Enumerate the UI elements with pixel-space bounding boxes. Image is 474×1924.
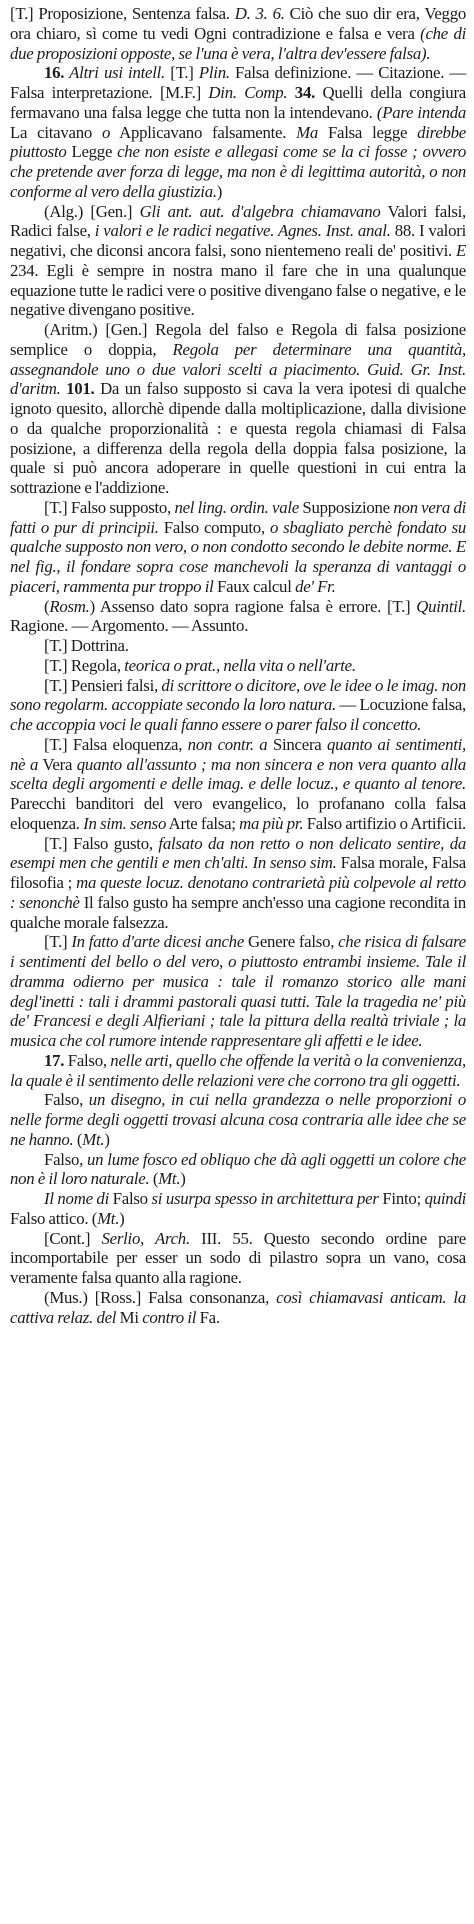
text-run: Genere falso,	[244, 932, 339, 952]
text-run: [T.]	[164, 63, 199, 83]
italic-text: Regola per determinare una quantità, assegnandole uno o due valori scelti a piacimento. Guid. Gr. Inst. d'aritm.	[10, 339, 466, 399]
text-run: (	[73, 1129, 83, 1149]
text-run: III. 55. Questo secondo ordine pare incomportabile per esser un sodo di pilastro sopra un vano, cosa veramente falsa quanto alla ragione.	[10, 1228, 466, 1287]
text-run: Falso,	[44, 1090, 89, 1110]
italic-text: Plin.	[198, 63, 230, 83]
italic-text: o sbagliato perchè fondato su qualche supposto non vero, o non condotto secondo le debite norme. E nel fig.,	[10, 517, 466, 576]
text-run: [Cont.]	[44, 1228, 102, 1248]
italic-text: In sim. senso	[83, 813, 167, 833]
text-run: Falso computo,	[158, 517, 270, 537]
italic-text: E	[455, 241, 466, 260]
dictionary-paragraph	[10, 498, 466, 597]
text-run: (	[149, 1169, 159, 1189]
text-run: Vera	[38, 754, 77, 774]
italic-text: direbbe piuttosto	[10, 122, 466, 162]
text-run: Supposizione	[298, 497, 394, 517]
italic-text: nelle arti, quello che offende la verità o la convenienza, la quale è il sentimento delle relazioni vere che corrono tra gli oggetti.	[10, 1050, 466, 1090]
italic-text: si usurpa spesso in architettura per	[151, 1189, 379, 1208]
text-run: Falso attico. (	[10, 1208, 98, 1228]
text-run: 88. I valori negativi, che diconsi ancora falsi, sono nientemeno reali de' positivi.	[10, 221, 466, 260]
text-run: Falsa morale, Falsa filosofia ;	[10, 853, 466, 892]
text-run: [T.] Dottrina.	[44, 636, 129, 655]
dictionary-paragraph	[10, 636, 466, 656]
text-run: )	[119, 1208, 125, 1228]
text-run: Falso,	[44, 1149, 88, 1169]
italic-text: (Pare intenda	[376, 102, 467, 122]
text-run: Falso artifizio o Artificii.	[303, 813, 467, 833]
italic-text: così chiamavasi anticam. la cattiva relaz. del	[10, 1287, 466, 1327]
italic-text: (che di due proposizioni opposte, se l'una è vera, l'altra dev'essere falsa).	[10, 23, 466, 63]
text-run: Legge	[66, 142, 118, 162]
italic-text: teorica o prat., nella vita o nell'arte.	[124, 655, 356, 675]
dictionary-paragraph	[10, 1229, 466, 1288]
italic-text: D. 3. 6.	[234, 4, 285, 23]
dictionary-paragraph	[10, 320, 466, 498]
text-run: Valori falsi, Radici false,	[10, 201, 467, 241]
text-run: Sincera	[267, 734, 327, 754]
section-number: 34.	[294, 83, 316, 102]
text-run: Mi	[116, 1307, 143, 1327]
italic-text: che non esiste e allegasi come se la ci fosse ; ovvero che pretende aver forza di legge, ma non è di legittima autorità, o non conforme al vero della giustizia.	[10, 142, 466, 201]
text-run: [T.] Pensieri falsi,	[44, 675, 162, 695]
italic-text: Altri usi intell.	[64, 63, 165, 83]
dictionary-paragraph	[10, 676, 466, 735]
italic-text: di scrittore o dicitore, ove le idee o le imag. non sono regolarm. accoppiate secondo la loro natura.	[10, 675, 467, 715]
dictionary-paragraph	[10, 735, 466, 834]
text-run: Faux calcul	[213, 576, 296, 596]
text-run: [T.] Falso supposto,	[44, 497, 175, 517]
italic-text: non contr. a	[187, 734, 268, 754]
text-run: [T.]	[44, 932, 72, 952]
italic-text: ma queste locuz. denotano contrarietà più colpevole al retto : senonchè	[10, 873, 466, 912]
italic-text: quanto ai sentimenti, nè a	[10, 734, 466, 774]
text-run: Ragione. — Argomento. — Assunto.	[10, 616, 249, 636]
text-run: ) Assenso dato sopra ragione falsa è errore. [T.]	[89, 596, 417, 616]
italic-text: un disegno, in cui nella grandezza o nelle proporzioni o nelle forme degli oggetti trovasi alcuna cosa contraria alle idee che se ne hanno.	[10, 1090, 466, 1149]
italic-text: Mt.	[97, 1208, 120, 1228]
dictionary-paragraph	[10, 1051, 466, 1091]
italic-text: Rosm.	[49, 596, 90, 616]
text-run: (Alg.) [Gen.]	[44, 201, 140, 221]
text-run: )	[180, 1169, 186, 1189]
dictionary-paragraph	[10, 1288, 466, 1328]
section-number: 16.	[44, 63, 65, 83]
section-number: 101.	[66, 379, 95, 399]
dictionary-paragraph	[10, 834, 466, 933]
text-run: Arte falsa;	[166, 813, 240, 833]
text-run: [T.] Regola,	[44, 655, 125, 675]
italic-text: o	[101, 122, 111, 142]
dictionary-paragraph	[10, 4, 466, 63]
text-run: La citavano	[10, 122, 102, 142]
text-run: [T.] Proposizione, Sentenza falsa.	[10, 4, 235, 23]
section-number: 17.	[44, 1050, 65, 1070]
text-run: )	[216, 181, 223, 201]
italic-text: quanto all'assunto ; ma non sincera e non vera quanto alla scelta degli argomenti e delle imag. e delle locuz., e quanto al tenore.	[10, 754, 466, 794]
italic-text: In fatto d'arte dicesi anche	[71, 932, 245, 952]
italic-text: un lume fosco ed obliquo che dà agli oggetti un colore che non è il loro naturale.	[10, 1149, 466, 1189]
italic-text: Ma	[296, 122, 318, 142]
italic-text: Mt.	[158, 1169, 181, 1189]
italic-text: il fondare sopra cose manchevoli la speranza di vantaggi o piaceri, rammenta pur troppo il	[10, 557, 466, 596]
text-run: — Locuzione falsa,	[336, 695, 466, 715]
dictionary-paragraph	[10, 1090, 466, 1149]
italic-text: falsato da non retto o non delicato sentire, da esempi men che gentili e men ch'alti. In senso sim.	[10, 833, 467, 873]
italic-text: che risica di falsare i sentimenti del bello o del vero, o piuttosto entrambi insieme. Tale il dramma odierno per musica : tale il romanzo storico alle mani degl'inetti : tali i drammi pastorali quasi tutti. Tale la tragedia ne' più de' Francesi e degli Alfieriani ; tale la pittura della realtà triviale ; la musica che col rumore intende rappresentare gli affetti e le idee.	[10, 932, 466, 1050]
italic-text: de' Fr.	[295, 576, 336, 596]
italic-text: i valori e le radici negative. Agnes. Inst. anal.	[94, 221, 391, 241]
text-run: Falsa legge	[318, 122, 418, 142]
italic-text: Quintil.	[416, 596, 466, 616]
text-run: Falso,	[64, 1050, 111, 1070]
text-run: (Aritm.) [Gen.] Regola del falso e Regola di falsa posizione semplice o doppia,	[10, 320, 466, 359]
italic-text: Il nome di	[44, 1189, 109, 1208]
italic-text: ma più pr.	[239, 813, 304, 833]
text-run: 234. Egli è sempre in nostra mano il fare che in una qualunque equazione tutte le radici vere o positive divengano false o negative, e le negative divengano positive.	[10, 260, 466, 320]
text-run: Parecchi banditori del vero evangelico, lo profanano colla falsa eloquenza.	[10, 794, 466, 833]
italic-text: quindi	[424, 1189, 466, 1208]
text-run: [T.] Falsa eloquenza,	[44, 734, 188, 754]
text-run	[287, 83, 294, 102]
text-run: Falso	[109, 1189, 152, 1208]
italic-text: Din. Comp.	[208, 83, 288, 102]
text-run: (	[44, 596, 50, 616]
italic-text: contro il	[142, 1307, 197, 1327]
text-run: Falsa definizione. — Citazione. — Falsa interpretazione. [M.F.]	[10, 63, 466, 102]
text-run: Finto;	[378, 1189, 425, 1208]
text-run: Ciò che suo dir era, Veggo ora chiaro, sì come tu vedi Ogni contradizione e falsa e vera	[10, 4, 466, 43]
italic-text: Gli ant. aut. d'algebra chiamavano	[139, 201, 381, 221]
dictionary-paragraph	[10, 63, 466, 201]
dictionary-paragraph	[10, 1150, 466, 1190]
text-run: Il falso gusto ha sempre anch'esso una cagione recondita in qualche morale falsezza.	[10, 892, 466, 932]
text-run: [T.] Falso gusto,	[44, 833, 159, 853]
dictionary-paragraph	[10, 597, 466, 637]
text-run: )	[104, 1129, 110, 1149]
italic-text: nel ling. ordin. vale	[174, 497, 299, 517]
dictionary-paragraph	[10, 656, 466, 676]
italic-text: che accoppia voci le quali fanno essere o parer falso il concetto.	[10, 715, 422, 734]
italic-text: Mt.	[82, 1129, 105, 1149]
dictionary-paragraph	[10, 202, 466, 321]
text-run: Fa.	[196, 1307, 220, 1327]
dictionary-paragraph	[10, 932, 466, 1051]
text-run: Quelli della congiura fermavano una falsa legge che tutta non la intendevano.	[10, 83, 466, 122]
italic-text: Serlio, Arch.	[101, 1228, 190, 1248]
dictionary-paragraph	[10, 1189, 466, 1229]
text-run: Applicavano falsamente.	[110, 122, 297, 142]
text-run: Da un falso supposto si cava la vera ipotesi di qualche ignoto quesito, allorchè dipende dalla moltiplicazione, dalla divisione o da qualche proporzionalità : e questa regola chiamasi di Falsa posizione, a differenza della regola della doppia falsa posizione, la quale si può ancora adoperare in quelle questioni in cui entra la sottrazione e l'addizione.	[10, 379, 466, 497]
italic-text: non vera di fatti o pur di principii.	[10, 497, 466, 537]
text-run: (Mus.) [Ross.] Falsa consonanza,	[44, 1287, 277, 1307]
